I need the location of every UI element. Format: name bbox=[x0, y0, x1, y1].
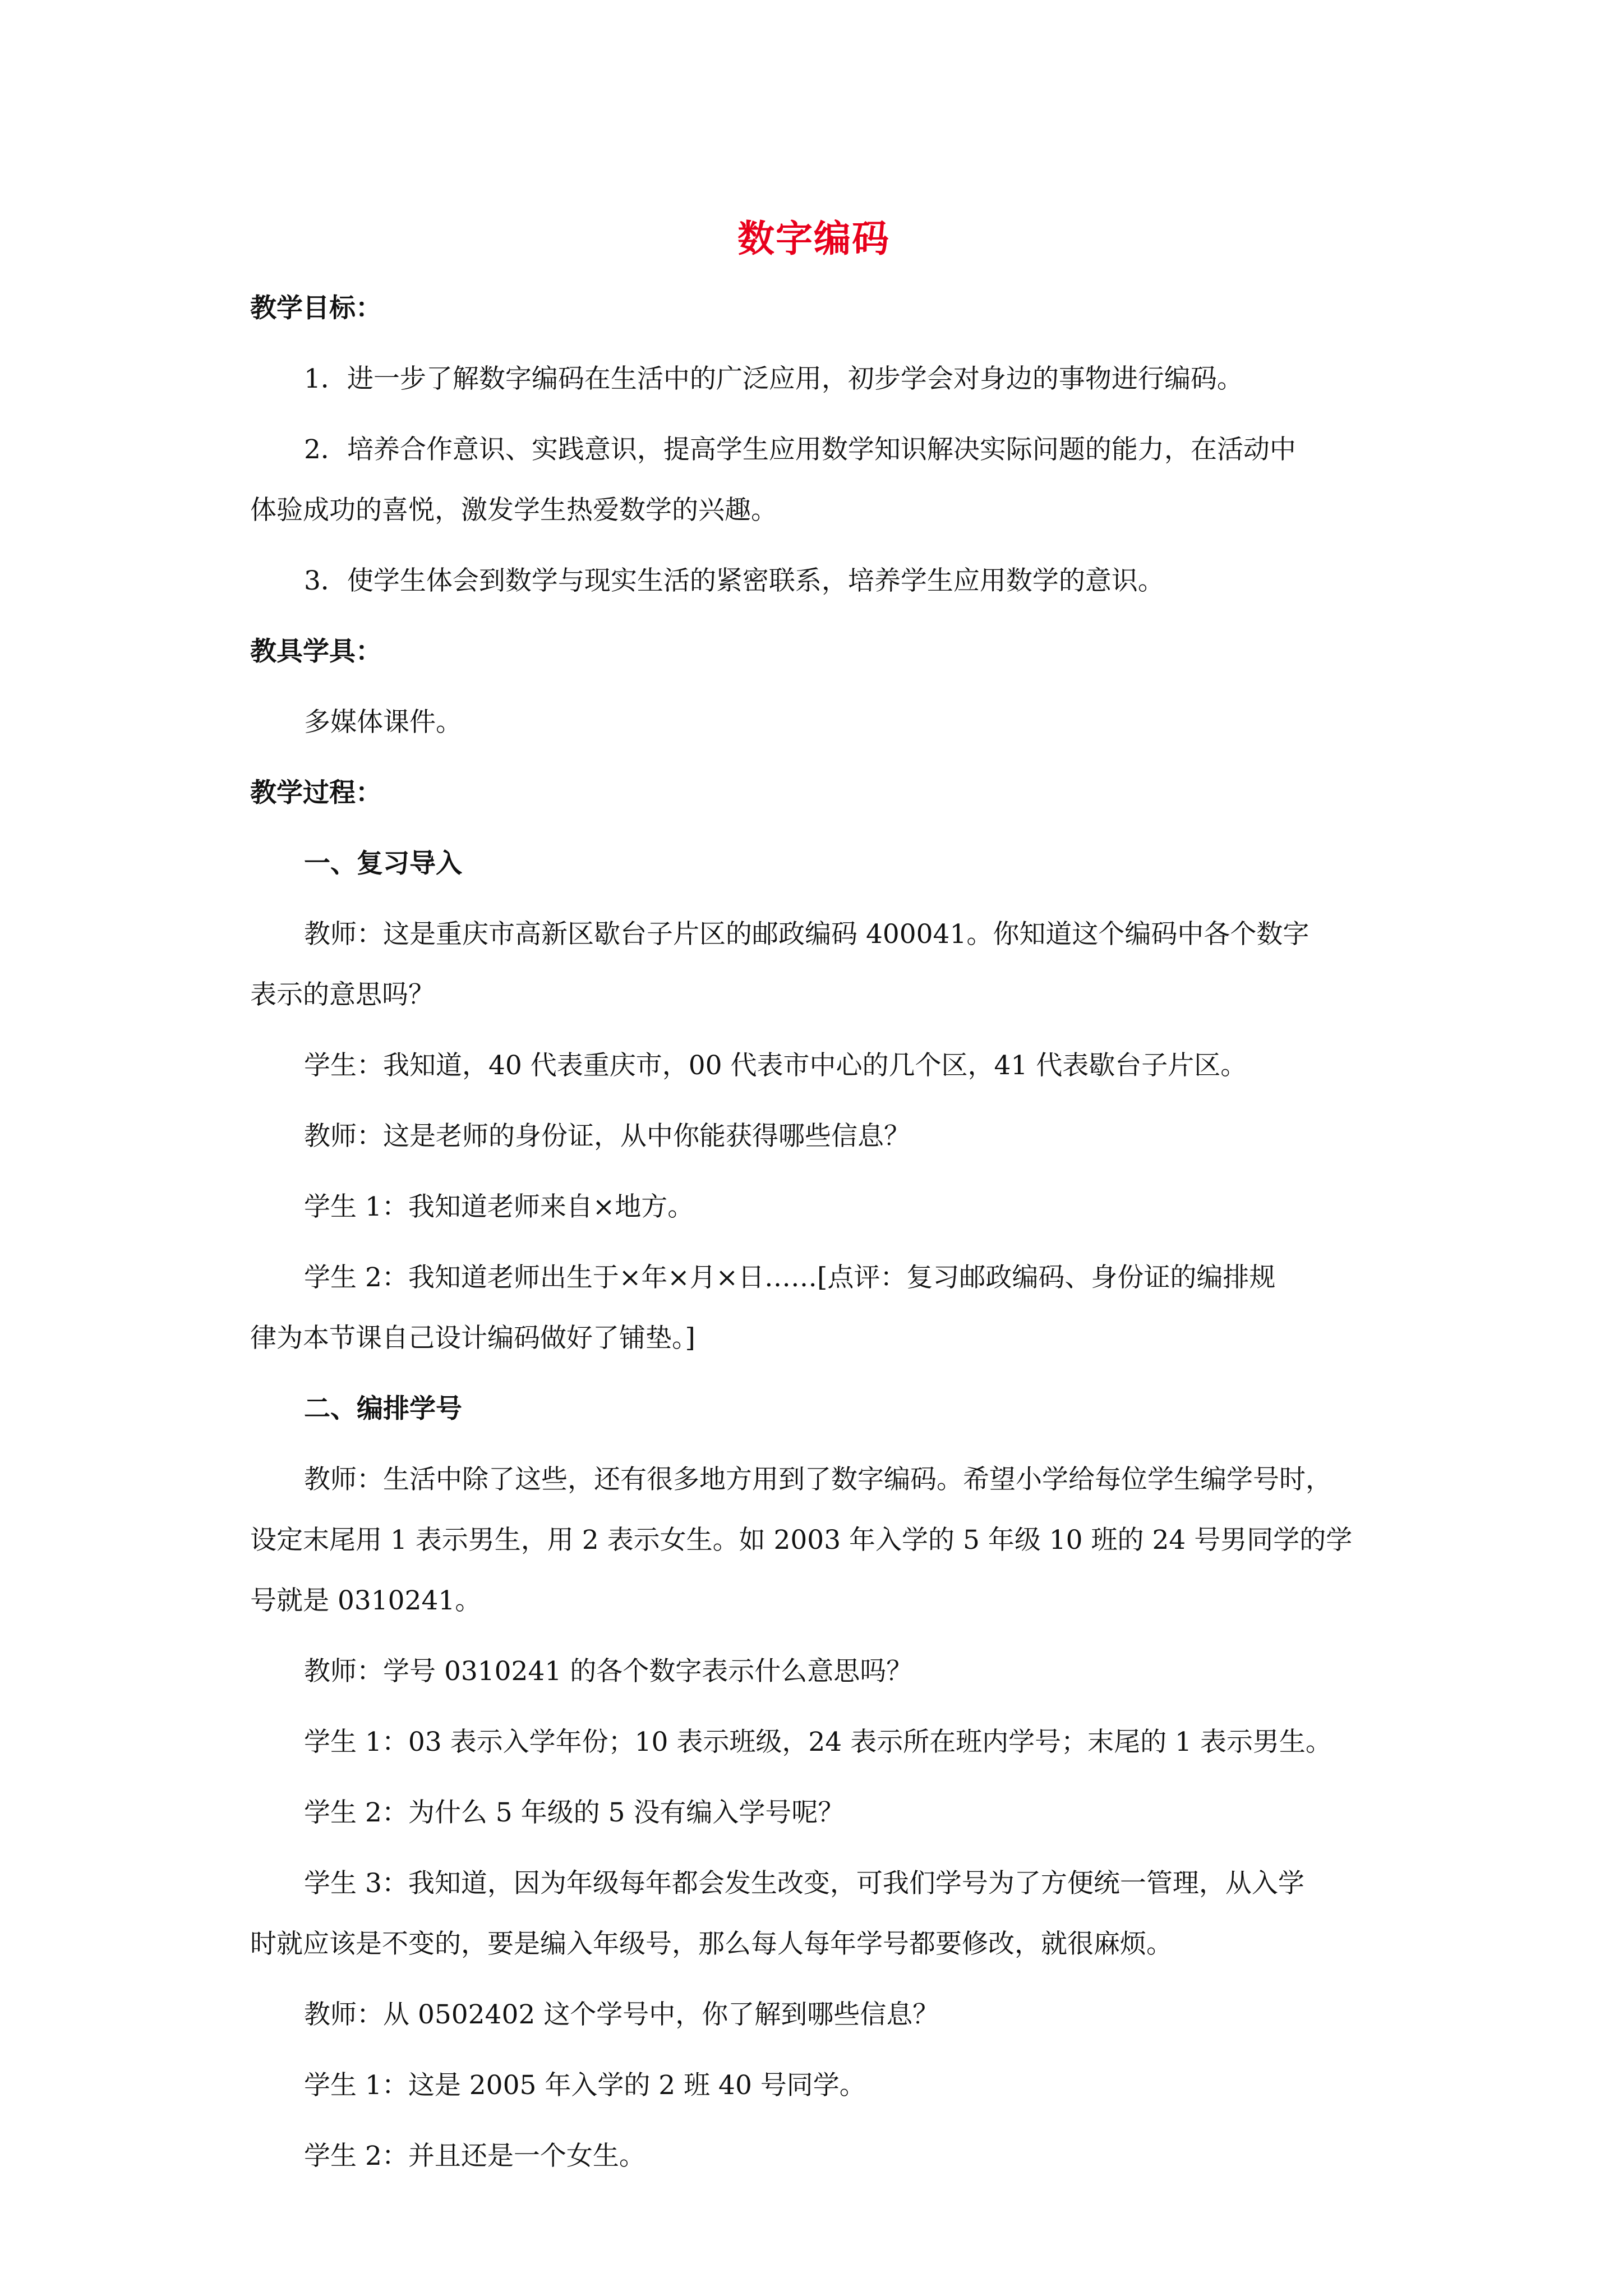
paragraph-line: 1．进一步了解数字编码在生活中的广泛应用，初步学会对身边的事物进行编码。 bbox=[304, 364, 1243, 394]
paragraph-line: 体验成功的喜悦，激发学生热爱数学的兴趣。 bbox=[250, 495, 777, 526]
section-heading: 教学目标： bbox=[250, 293, 382, 324]
paragraph-line: 时就应该是不变的，要是编入年级号，那么每人每年学号都要修改，就很麻烦。 bbox=[250, 1929, 1173, 1959]
paragraph-line: 教师：从 0502402 这个学号中，你了解到哪些信息？ bbox=[304, 1999, 939, 2030]
document-body bbox=[250, 213, 1377, 2174]
paragraph-line: 教师：这是重庆市高新区歇台子片区的邮政编码 400041。你知道这个编码中各个数字 bbox=[304, 919, 1310, 950]
paragraph-line: 学生 1：我知道老师来自×地方。 bbox=[304, 1191, 694, 1222]
paragraph-line: 2．培养合作意识、实践意识，提高学生应用数学知识解决实际问题的能力，在活动中 bbox=[304, 434, 1296, 465]
section-heading: 教具学具： bbox=[250, 636, 382, 667]
section-heading: 二、编排学号 bbox=[304, 1393, 462, 1424]
paragraph-line: 学生 2：我知道老师出生于×年×月×日……[点评：复习邮政编码、身份证的编排规 bbox=[304, 1262, 1276, 1293]
document-title: 数字编码 bbox=[737, 217, 890, 260]
paragraph-line: 学生 1：这是 2005 年入学的 2 班 40 号同学。 bbox=[304, 2070, 866, 2101]
paragraph-line: 教师：生活中除了这些，还有很多地方用到了数字编码。希望小学给每位学生编学号时， bbox=[304, 1464, 1332, 1495]
paragraph-line: 学生 2：并且还是一个女生。 bbox=[304, 2141, 645, 2171]
document-lines bbox=[250, 291, 1377, 2174]
paragraph-line: 多媒体课件。 bbox=[304, 707, 462, 738]
paragraph-line: 教师：学号 0310241 的各个数字表示什么意思吗？ bbox=[304, 1656, 913, 1687]
paragraph-line: 律为本节课自己设计编码做好了铺垫。] bbox=[250, 1323, 695, 1354]
paragraph-line: 号就是 0310241。 bbox=[250, 1585, 482, 1616]
section-heading: 一、复习导入 bbox=[304, 848, 462, 879]
section-heading: 教学过程： bbox=[250, 777, 382, 808]
paragraph-line: 学生 2：为什么 5 年级的 5 没有编入学号呢？ bbox=[304, 1797, 845, 1828]
paragraph-line: 3．使学生体会到数学与现实生活的紧密联系，培养学生应用数学的意识。 bbox=[304, 565, 1164, 596]
paragraph-line: 学生 3：我知道，因为年级每年都会发生改变，可我们学号为了方便统一管理，从入学 bbox=[304, 1868, 1304, 1899]
paragraph-line: 学生 1：03 表示入学年份；10 表示班级，24 表示所在班内学号；末尾的 1 表示男生。 bbox=[304, 1727, 1332, 1757]
paragraph-line: 表示的意思吗？ bbox=[250, 979, 435, 1010]
paragraph-line: 设定末尾用 1 表示男生，用 2 表示女生。如 2003 年入学的 5 年级 10 班的 24 号男同学的学 bbox=[250, 1525, 1353, 1556]
paragraph-line: 教师：这是老师的身份证，从中你能获得哪些信息？ bbox=[304, 1121, 910, 1152]
paragraph-line: 学生：我知道，40 代表重庆市，00 代表市中心的几个区，41 代表歇台子片区。 bbox=[304, 1050, 1247, 1081]
